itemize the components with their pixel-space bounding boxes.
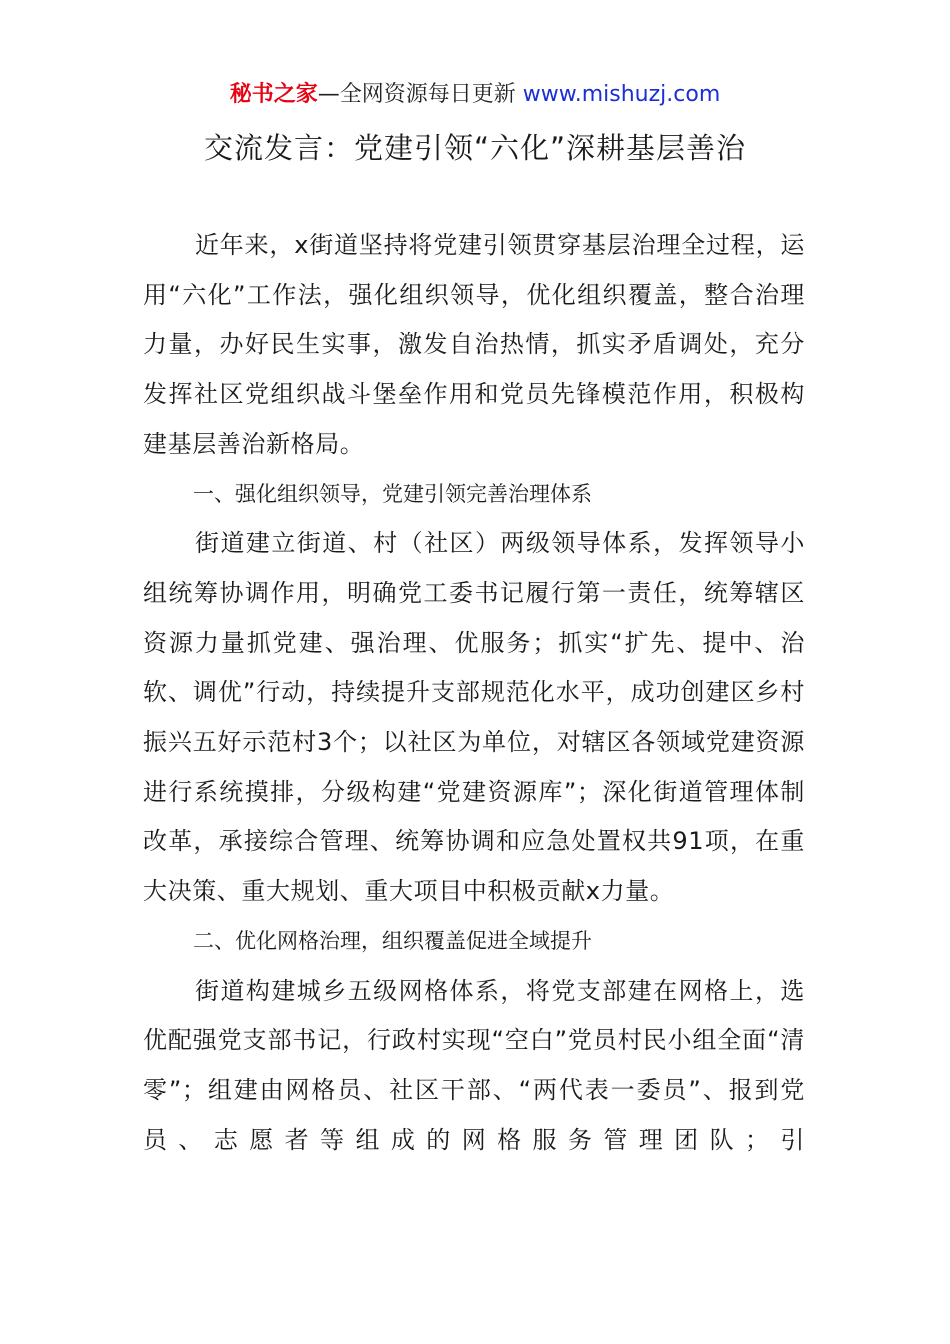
section-heading-2: 二、优化网格治理，组织覆盖促进全域提升 bbox=[193, 928, 592, 953]
section-heading-1: 一、强化组织领导，党建引领完善治理体系 bbox=[193, 481, 592, 506]
site-url-link[interactable]: www.mishuzj.com bbox=[522, 82, 721, 107]
intro-paragraph: 近年来，x街道坚持将党建引领贯穿基层治理全过程，运用“六化”工作法，强化组织领导，优化组织覆盖，整合治理力量，办好民生实事，激发自治热情，抓实矛盾调处，充分发挥社区党组织战斗堡垒作用和党员先锋模范作用，积极构建基层善治新格局。 bbox=[143, 231, 805, 458]
site-brand: 秘书之家 bbox=[229, 82, 318, 107]
section-paragraph-1: 街道建立街道、村（社区）两级领导体系，发挥领导小组统筹协调作用，明确党工委书记履行第一责任，统筹辖区资源力量抓党建、强治理、优服务；抓实“扩先、提中、治软、调优”行动，持续提升支部规范化水平，成功创建区乡村振兴五好示范村3个；以社区为单位，对辖区各领域党建资源进行系统摸排，分级构建“党建资源库”；深化街道管理体制改革，承接综合管理、统筹协调和应急处置权共91项，在重大决策、重大规划、重大项目中积极贡献x力量。 bbox=[143, 529, 805, 906]
section-paragraph-2: 街道构建城乡五级网格体系，将党支部建在网格上，选优配强党支部书记，行政村实现“空白”党员村民小组全面“清零”；组建由网格员、社区干部、“两代表一委员”、报到党员、志愿者等组成的网格服务管理团队；引 bbox=[143, 976, 805, 1154]
site-header bbox=[0, 80, 950, 110]
document-body bbox=[143, 221, 805, 1165]
site-tagline: —全网资源每日更新 bbox=[317, 82, 516, 107]
document-title: 交流发言：党建引领“六化”深耕基层善治 bbox=[203, 131, 747, 165]
